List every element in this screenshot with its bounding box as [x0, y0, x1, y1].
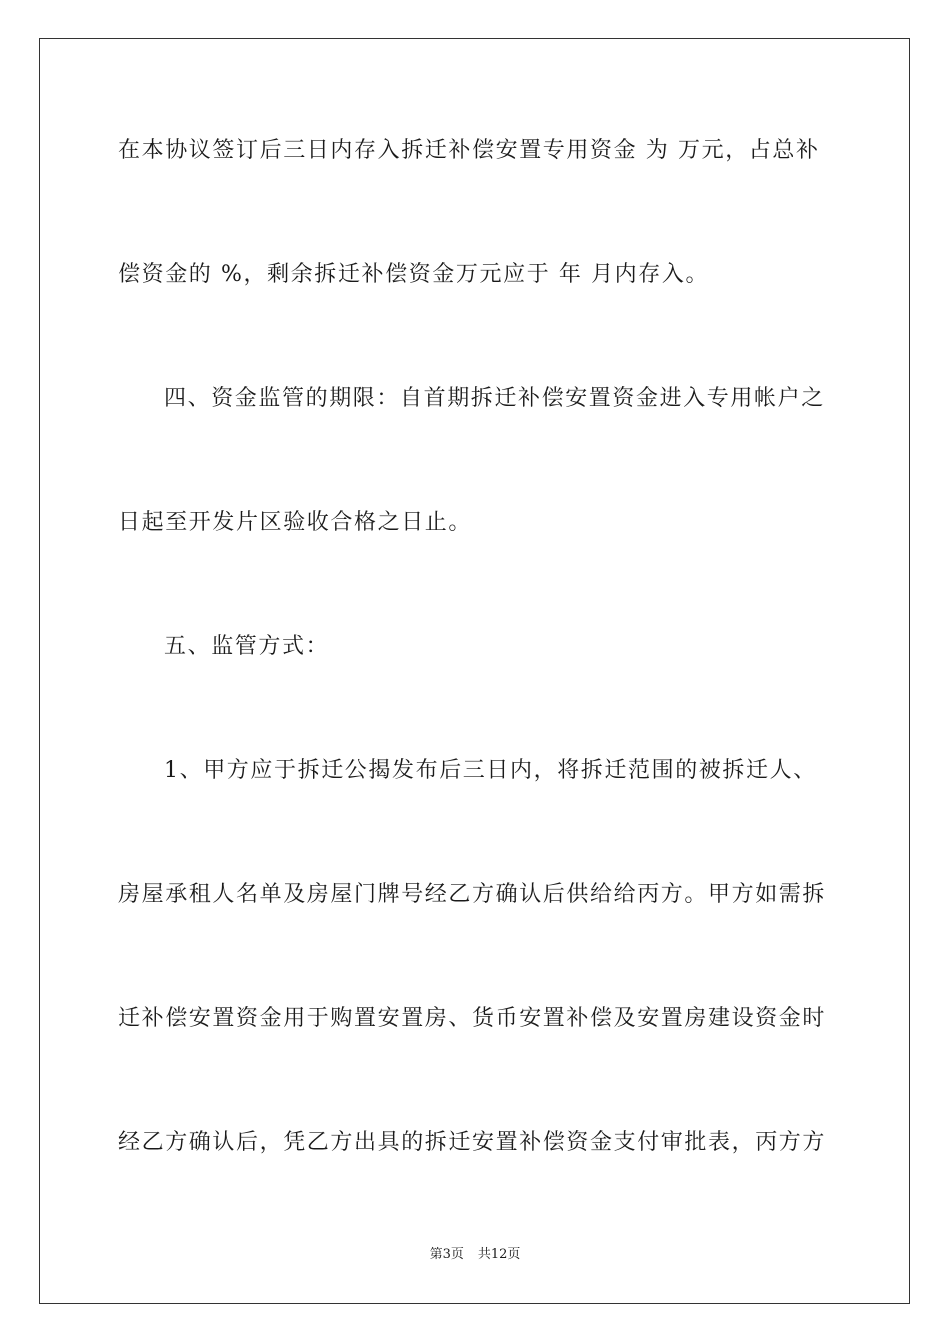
section-five-heading: 五、监管方式： — [164, 634, 330, 659]
clause-1-line-1: 1、甲方应于拆迁公揭发布后三日内，将拆迁范围的被拆迁人、 — [164, 758, 817, 783]
body-line-1: 在本协议签订后三日内存入拆迁补偿安置专用资金 为 万元，占总补 — [118, 138, 820, 163]
total-pages: 共12页 — [477, 1247, 521, 1262]
section-four-heading-line: 四、资金监管的期限：自首期拆迁补偿安置资金进入专用帐户之 — [164, 386, 825, 411]
body-line-2: 偿资金的 %，剩余拆迁补偿资金万元应于 年 月内存入。 — [118, 262, 710, 287]
clause-1-line-4: 经乙方确认后，凭乙方出具的拆迁安置补偿资金支付审批表，丙方方 — [118, 1130, 827, 1155]
current-page-number: 第3页 — [429, 1247, 464, 1262]
body-line-4: 日起至开发片区验收合格之日止。 — [118, 510, 473, 535]
page-border — [39, 38, 910, 1304]
page-footer — [0, 1246, 950, 1264]
clause-1-line-2: 房屋承租人名单及房屋门牌号经乙方确认后供给给丙方。甲方如需拆 — [118, 882, 827, 907]
clause-1-line-3: 迁补偿安置资金用于购置安置房、货币安置补偿及安置房建设资金时 — [118, 1006, 827, 1031]
